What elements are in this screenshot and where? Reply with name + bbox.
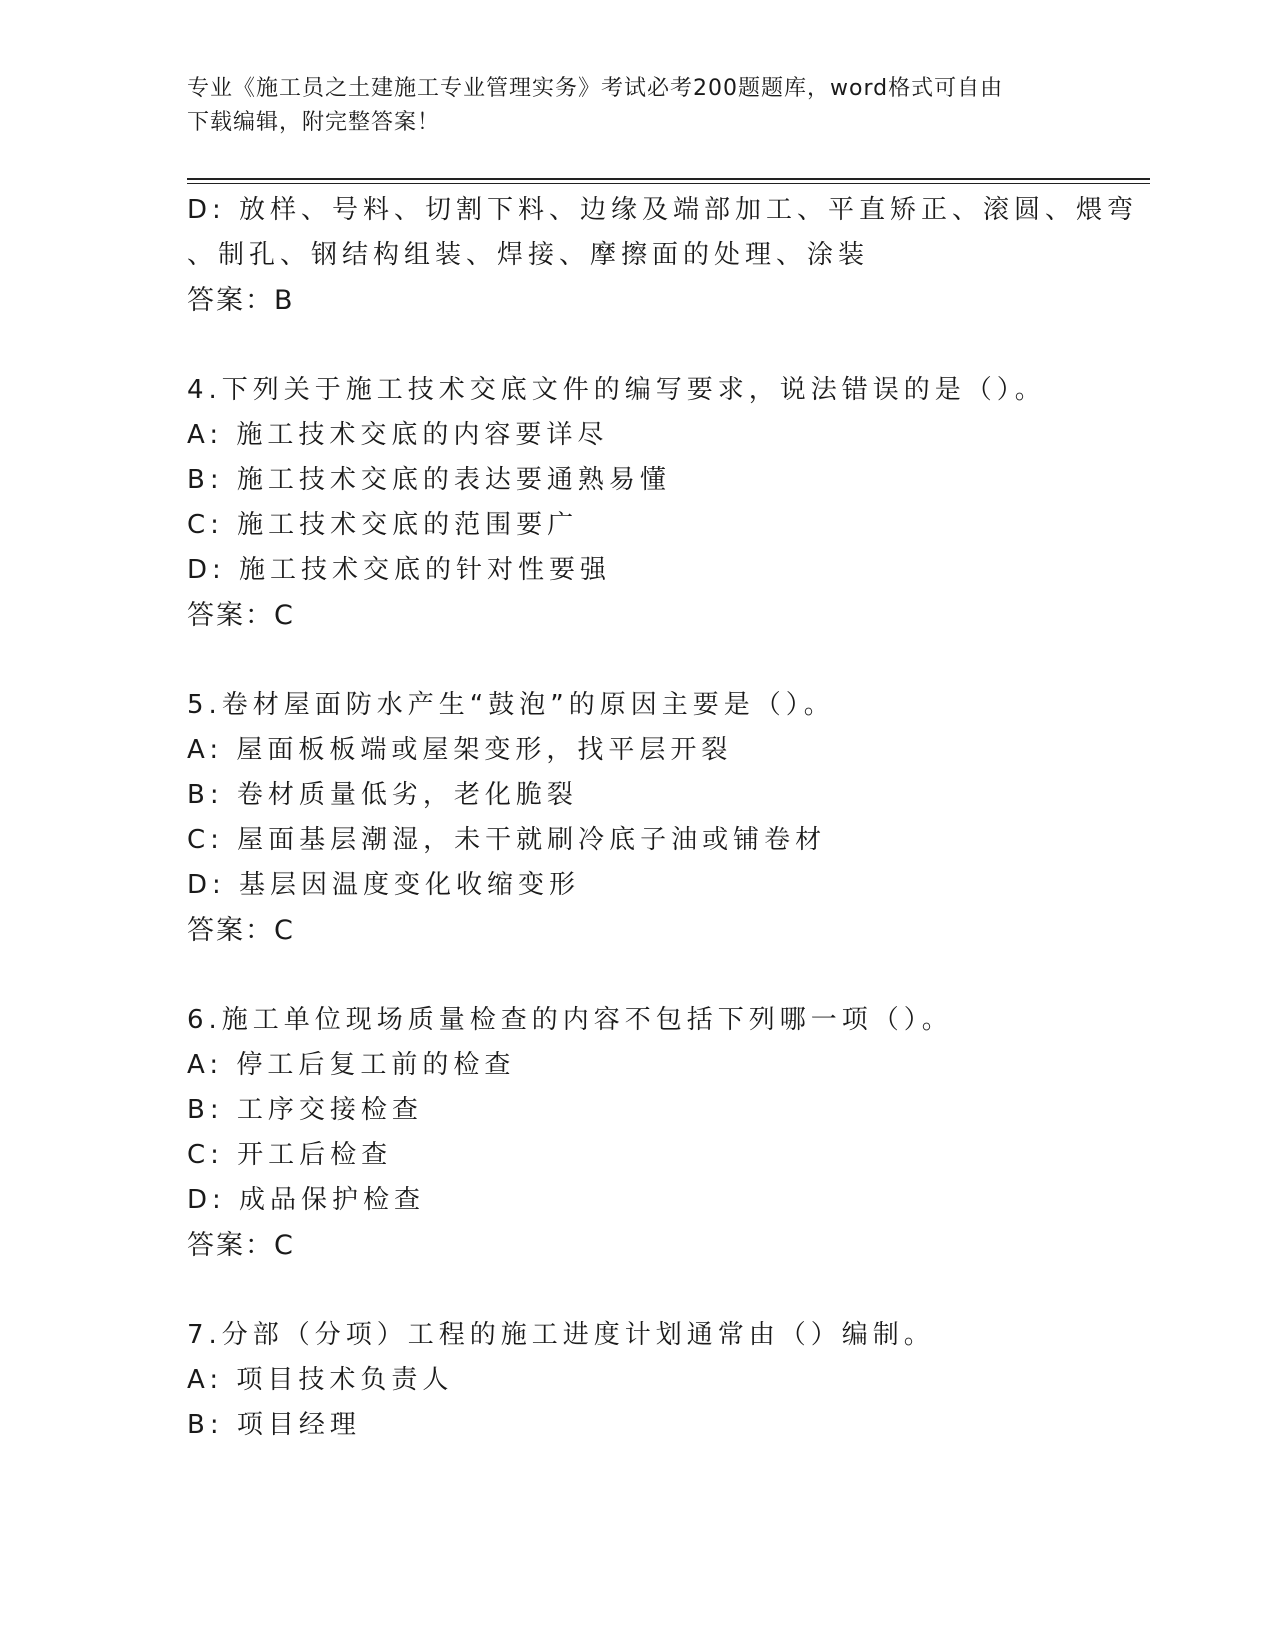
answer: 答案：C: [187, 600, 295, 631]
spacer: [187, 639, 1087, 683]
question-7: [187, 1313, 1087, 1448]
question-list: [187, 188, 1139, 1448]
option-c: C: 施工技术交底的范围要广: [187, 510, 579, 540]
option-d: D: 放样、号料、切割下料、边缘及端部加工、平直矫正、滚圆、煨弯: [187, 195, 1139, 225]
option-c: C: 开工后检查: [187, 1140, 393, 1170]
header-title-line-1: 专业《施工员之土建施工专业管理实务》考试必考200题题库，word格式可自由: [187, 76, 1004, 101]
question-4: [187, 368, 1087, 639]
answer: 答案：C: [187, 915, 295, 946]
option-c: C: 屋面基层潮湿，未干就刷冷底子油或铺卷材: [187, 825, 827, 855]
question-5: [187, 683, 1087, 954]
option-a: A: 屋面板板端或屋架变形，找平层开裂: [187, 735, 733, 765]
option-b: B: 卷材质量低劣，老化脆裂: [187, 780, 578, 810]
header-divider-thin: [187, 183, 1150, 184]
question-text: 6.施工单位现场质量检查的内容不包括下列哪一项（）。: [187, 1005, 953, 1035]
question-text: 5.卷材屋面防水产生“鼓泡”的原因主要是（）。: [187, 690, 835, 720]
answer: 答案：B: [187, 285, 295, 316]
option-d: D: 成品保护检查: [187, 1185, 426, 1215]
option-d: D: 基层因温度变化收缩变形: [187, 870, 581, 900]
spacer: [187, 1269, 1087, 1313]
option-d: D: 施工技术交底的针对性要强: [187, 555, 612, 585]
spacer: [187, 954, 1087, 998]
option-a: A: 项目技术负责人: [187, 1365, 454, 1395]
option-a: A: 停工后复工前的检查: [187, 1050, 516, 1080]
question-text: 4.下列关于施工技术交底文件的编写要求，说法错误的是（）。: [187, 375, 1046, 405]
option-b: B: 项目经理: [187, 1410, 361, 1440]
header-divider-thick: [187, 178, 1150, 180]
answer: 答案：C: [187, 1230, 295, 1261]
document-header: [187, 72, 1067, 140]
spacer: [187, 324, 1087, 368]
option-a: A: 施工技术交底的内容要详尽: [187, 420, 609, 450]
header-title-line-2: 下载编辑，附完整答案！: [187, 110, 441, 135]
question-3-tail: [187, 188, 1139, 324]
option-b: B: 工序交接检查: [187, 1095, 423, 1125]
option-b: B: 施工技术交底的表达要通熟易懂: [187, 465, 671, 495]
option-d-continued: 、制孔、钢结构组装、焊接、摩擦面的处理、涂装: [187, 240, 870, 270]
question-text: 7.分部（分项）工程的施工进度计划通常由（）编制。: [187, 1320, 935, 1350]
question-6: [187, 998, 1087, 1269]
